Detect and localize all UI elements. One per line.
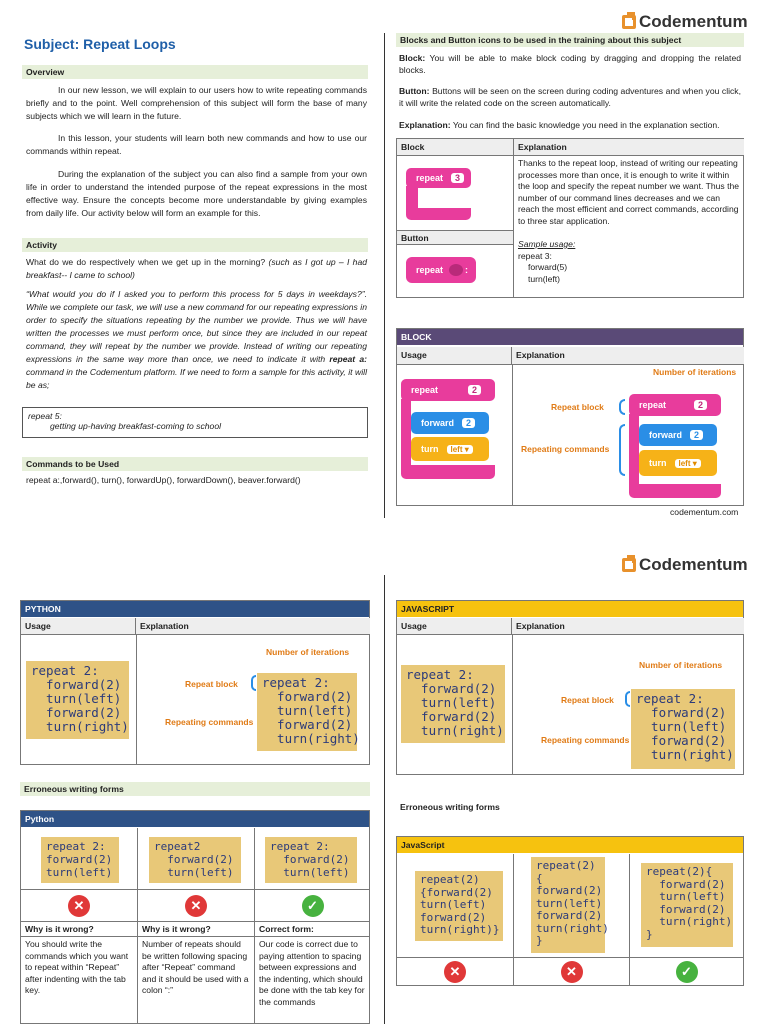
repeat-button-label: repeat bbox=[416, 265, 444, 275]
brand-name: Codementum bbox=[639, 12, 748, 31]
code-line: turn(left) bbox=[270, 866, 350, 879]
code-line: repeat2 bbox=[154, 840, 201, 853]
python-erroneous-heading: Erroneous writing forms bbox=[20, 782, 370, 796]
correct-icon: ✓ bbox=[676, 961, 698, 983]
activity-heading: Activity bbox=[22, 238, 368, 252]
overview-heading: Overview bbox=[22, 65, 368, 79]
code-line: turn(left) bbox=[262, 703, 353, 718]
why-wrong-1: Why is it wrong? bbox=[25, 924, 94, 934]
javascript-header: JAVASCRIPT bbox=[397, 601, 743, 617]
codementum-logo-icon bbox=[622, 15, 636, 29]
usage-forward-label: forward bbox=[421, 418, 455, 428]
commands-list: repeat a:,forward(), turn(), forwardUp(), forwardDown(), beaver.forward() bbox=[26, 475, 301, 485]
usage-forward-number: 2 bbox=[462, 418, 475, 428]
js-correct-code bbox=[641, 863, 733, 947]
repeat-block[interactable] bbox=[406, 168, 471, 188]
annotation-iterations: Number of iterations bbox=[653, 367, 737, 377]
code-line: turn(right) bbox=[636, 747, 734, 762]
usage-turn-label: turn bbox=[421, 444, 439, 454]
code-line: forward(2) bbox=[262, 689, 353, 704]
activity-paragraph-end: command in the Codementum platform. If we need to form a sample for this activity, it will be as; bbox=[26, 367, 367, 390]
wrong-icon: ✕ bbox=[444, 961, 466, 983]
right-heading: Blocks and Button icons to be used in the training about this subject bbox=[396, 33, 744, 47]
repeat-button[interactable]: repeat : bbox=[406, 257, 476, 283]
python-expl-header: Explanation bbox=[136, 618, 370, 635]
usage-turn-dropdown[interactable]: left ▾ bbox=[447, 445, 473, 454]
sample-usage-line-2: forward(5) bbox=[528, 262, 568, 272]
code-line: turn(left) bbox=[46, 866, 113, 879]
usage-forward-block[interactable] bbox=[411, 412, 489, 434]
code-line: repeat(2){ bbox=[646, 865, 713, 878]
block-desc-label: Block: bbox=[399, 53, 426, 63]
code-line: turn(right) bbox=[406, 723, 504, 738]
js-error-2-code bbox=[531, 857, 609, 953]
python-errors-subheader: Python bbox=[21, 811, 369, 827]
js-usage-code bbox=[401, 665, 505, 743]
button-cell bbox=[397, 245, 514, 298]
python-ann-commands: Repeating commands bbox=[165, 717, 254, 727]
code-line: repeat 2: bbox=[406, 667, 474, 682]
code-line: repeat 2: bbox=[262, 675, 330, 690]
js-usage-header: Usage bbox=[397, 618, 512, 635]
code-line: forward(2) bbox=[420, 910, 487, 924]
code-line: {forward(2) bbox=[420, 885, 493, 899]
block-button-table bbox=[396, 138, 744, 298]
page-title: Subject: Repeat Loops bbox=[24, 36, 176, 52]
python-ann-repeat-block: Repeat block bbox=[185, 679, 238, 689]
activity-repeat-keyword: repeat a: bbox=[329, 354, 367, 364]
table-explanation-cell bbox=[518, 158, 740, 285]
explanation-header: Explanation bbox=[512, 347, 744, 365]
activity-question-example: (such as I got up – I had breakfast-- I came to school) bbox=[26, 257, 368, 280]
js-erroneous-heading: Erroneous writing forms bbox=[396, 800, 744, 814]
usage-header: Usage bbox=[397, 347, 512, 365]
code-line: turn(left) bbox=[536, 896, 603, 910]
block-desc bbox=[399, 52, 741, 76]
explanation-desc-text: You can find the basic knowledge you need in the explanation section. bbox=[452, 120, 720, 130]
javascript-table bbox=[396, 600, 744, 775]
repeat-block-brace bbox=[619, 399, 625, 415]
js-repeat-brace bbox=[625, 691, 630, 707]
code-line: turn(left) bbox=[406, 695, 497, 710]
code-line: turn(right)} bbox=[420, 923, 500, 936]
expl-turn-block[interactable] bbox=[639, 450, 717, 476]
block-cell bbox=[397, 156, 514, 231]
code-line: turn(right) bbox=[262, 731, 360, 746]
python-repeat-brace bbox=[251, 675, 256, 691]
activity-question-text: What do we do respectively when we get up in the morning? bbox=[26, 257, 266, 267]
correct-form: Correct form: bbox=[259, 924, 314, 934]
code-line: forward(2) bbox=[636, 733, 727, 748]
code-line: forward(2) bbox=[646, 877, 726, 891]
sample-box bbox=[22, 407, 368, 438]
activity-paragraph bbox=[26, 288, 367, 392]
js-expl-header: Explanation bbox=[512, 618, 744, 635]
code-line: forward(2) bbox=[46, 853, 113, 866]
codementum-logo-icon bbox=[622, 558, 636, 572]
sample-usage-line-1: repeat 3: bbox=[518, 250, 552, 261]
table-header-block: Block bbox=[397, 139, 514, 156]
python-correct-code bbox=[265, 837, 357, 883]
repeat-block-footer bbox=[406, 208, 471, 220]
code-line: turn(right) bbox=[536, 921, 609, 935]
repeat-block-label: repeat bbox=[416, 173, 444, 183]
button-desc bbox=[399, 85, 741, 109]
annotation-repeat-block: Repeat block bbox=[551, 402, 604, 412]
block-usage-table bbox=[396, 328, 744, 506]
footer-url: codementum.com bbox=[670, 507, 739, 517]
js-ann-repeat-block: Repeat block bbox=[561, 695, 614, 705]
expl-repeat-label: repeat bbox=[639, 400, 667, 410]
code-line: forward(2) bbox=[154, 853, 234, 866]
activity-question bbox=[26, 256, 367, 282]
js-expl-code bbox=[631, 689, 735, 769]
wrong-icon: ✕ bbox=[68, 895, 90, 917]
usage-repeat-number: 2 bbox=[468, 385, 481, 395]
block-desc-text: You will be able to make block coding by dragging and dropping the related blocks. bbox=[399, 53, 741, 75]
explanation-desc-label: Explanation: bbox=[399, 120, 451, 130]
code-line: turn(left) bbox=[646, 890, 726, 903]
code-line: turn(left) bbox=[420, 898, 487, 911]
usage-repeat-label: repeat bbox=[411, 385, 439, 395]
js-errors-table bbox=[396, 836, 744, 986]
js-error-1-code bbox=[415, 871, 503, 941]
wrong-icon: ✕ bbox=[185, 895, 207, 917]
overview-paragraph-1: In our new lesson, we will explain to our users how to write repeating commands briefly and to the point. Well comprehension of this subject will form the base of many subjects which we will learn in the future. bbox=[26, 85, 367, 121]
expl-turn-label: turn bbox=[649, 458, 667, 468]
expl-forward-label: forward bbox=[649, 430, 683, 440]
commands-heading: Commands to be Used bbox=[22, 457, 368, 471]
usage-repeat-block[interactable] bbox=[401, 379, 495, 401]
code-line: } bbox=[646, 927, 653, 941]
brand-logo-2 bbox=[622, 555, 748, 575]
code-line: repeat 2: bbox=[31, 663, 99, 678]
table-explanation-text: Thanks to the repeat loop, instead of writing our repeating processes more than once, it is enough to write it within the loop and specify the repeat number we want. Thus the number of our command lines decreases and we can reach the most efficient and correct commands, according to three star application. bbox=[518, 158, 740, 226]
expl-repeat-number: 2 bbox=[694, 400, 707, 410]
why-wrong-1-text: You should write the commands which you want to repeat within “Repeat” after indenting with the tab key. bbox=[25, 939, 129, 995]
code-line: repeat 2: bbox=[270, 840, 330, 853]
code-line: forward(2) bbox=[536, 884, 603, 897]
code-line: forward(2) bbox=[406, 709, 497, 724]
table-header-button: Button bbox=[397, 231, 514, 245]
code-line: { bbox=[536, 871, 543, 885]
expl-forward-number: 2 bbox=[690, 430, 703, 440]
annotation-repeating-commands: Repeating commands bbox=[521, 444, 610, 454]
python-error-1-code bbox=[41, 837, 119, 883]
block-table-header: BLOCK bbox=[397, 329, 743, 345]
code-line: repeat(2) bbox=[420, 873, 480, 886]
python-error-2-code bbox=[149, 837, 241, 883]
code-line: forward(2) bbox=[646, 902, 726, 916]
expl-turn-dropdown[interactable]: left ▾ bbox=[675, 459, 701, 468]
overview-paragraph-3: During the explanation of the subject you can also find a sample from your own life in order to understand the intended purpose of the repeat expressions in the most effective way. Ensure the concepts become more understandable by giving examples from daily life. Our activity below will form an example for this. bbox=[26, 169, 367, 218]
why-wrong-2-text: Number of repeats should be written following spacing after “Repeat” command and it should be used with a colon “:” bbox=[142, 939, 249, 995]
js-ann-commands: Repeating commands bbox=[541, 735, 630, 745]
python-ann-iterations: Number of iterations bbox=[266, 647, 350, 657]
code-line: turn(left) bbox=[154, 866, 234, 879]
repeat-button-slot bbox=[449, 264, 463, 276]
sample-line-2: getting up-having breakfast-coming to school bbox=[50, 421, 222, 431]
overview-paragraph-2: In this lesson, your students will learn both new commands and how to use our commands within repeat. bbox=[26, 133, 367, 156]
python-table bbox=[20, 600, 370, 765]
sample-usage-label: Sample usage: bbox=[518, 239, 576, 249]
code-line: turn(left) bbox=[636, 719, 727, 734]
button-desc-label: Button: bbox=[399, 86, 430, 96]
js-errors-subheader: JavaScript bbox=[397, 837, 743, 853]
python-header: PYTHON bbox=[21, 601, 369, 617]
correct-icon: ✓ bbox=[302, 895, 324, 917]
python-expl-code bbox=[257, 673, 360, 751]
code-line: repeat(2) bbox=[536, 859, 596, 872]
code-line: forward(2) bbox=[31, 677, 122, 692]
brand-name-2: Codementum bbox=[639, 555, 748, 574]
expl-repeat-block[interactable] bbox=[629, 394, 721, 416]
table-header-explanation: Explanation bbox=[514, 139, 744, 156]
correct-form-text: Our code is correct due to paying attention to spacing between expressions and the indenting, which should be done with the tab key for the commands bbox=[259, 939, 365, 1007]
python-usage-header: Usage bbox=[21, 618, 136, 635]
explanation-desc bbox=[399, 119, 741, 132]
wrong-icon: ✕ bbox=[561, 961, 583, 983]
code-line: forward(2) bbox=[31, 705, 122, 720]
python-errors-table bbox=[20, 810, 370, 1024]
expl-forward-block[interactable] bbox=[639, 424, 717, 446]
repeat-block-number: 3 bbox=[451, 173, 464, 183]
code-line: turn(left) bbox=[31, 691, 122, 706]
brand-logo bbox=[622, 12, 748, 32]
code-line: forward(2) bbox=[636, 705, 727, 720]
code-line: forward(2) bbox=[262, 717, 353, 732]
code-line: forward(2) bbox=[536, 909, 603, 922]
code-line: repeat 2: bbox=[46, 840, 106, 853]
button-desc-text: Buttons will be seen on the screen during coding adventures and when you click, it will write the related code on the screen automatically. bbox=[399, 86, 741, 108]
code-line: forward(2) bbox=[406, 681, 497, 696]
code-line: turn(right) bbox=[31, 719, 129, 734]
python-usage-code bbox=[26, 661, 129, 739]
code-line: forward(2) bbox=[270, 853, 350, 866]
js-ann-iterations: Number of iterations bbox=[639, 660, 723, 670]
why-wrong-2: Why is it wrong? bbox=[142, 924, 211, 934]
usage-turn-block[interactable] bbox=[411, 437, 489, 461]
commands-brace bbox=[619, 424, 625, 476]
activity-paragraph-text: “What would you do if I asked you to perform this process for 5 days in weekdays?”. While we complete our task, we will use a new command for our repeating expressions in order to specify the situations repeating by the number we provide. Thus we will have written the processes we must perform once, but since they are included in our repeat command, they will repeat by the number we provide. Instead of writing our repeating expressions in the same way more than once, we need to indicate it with bbox=[26, 289, 367, 364]
sample-usage-line-3: turn(left) bbox=[528, 273, 560, 284]
sample-line-1: repeat 5: bbox=[28, 411, 62, 421]
code-line: } bbox=[536, 934, 543, 947]
code-line: turn(right) bbox=[646, 915, 733, 928]
code-line: repeat 2: bbox=[636, 691, 704, 706]
